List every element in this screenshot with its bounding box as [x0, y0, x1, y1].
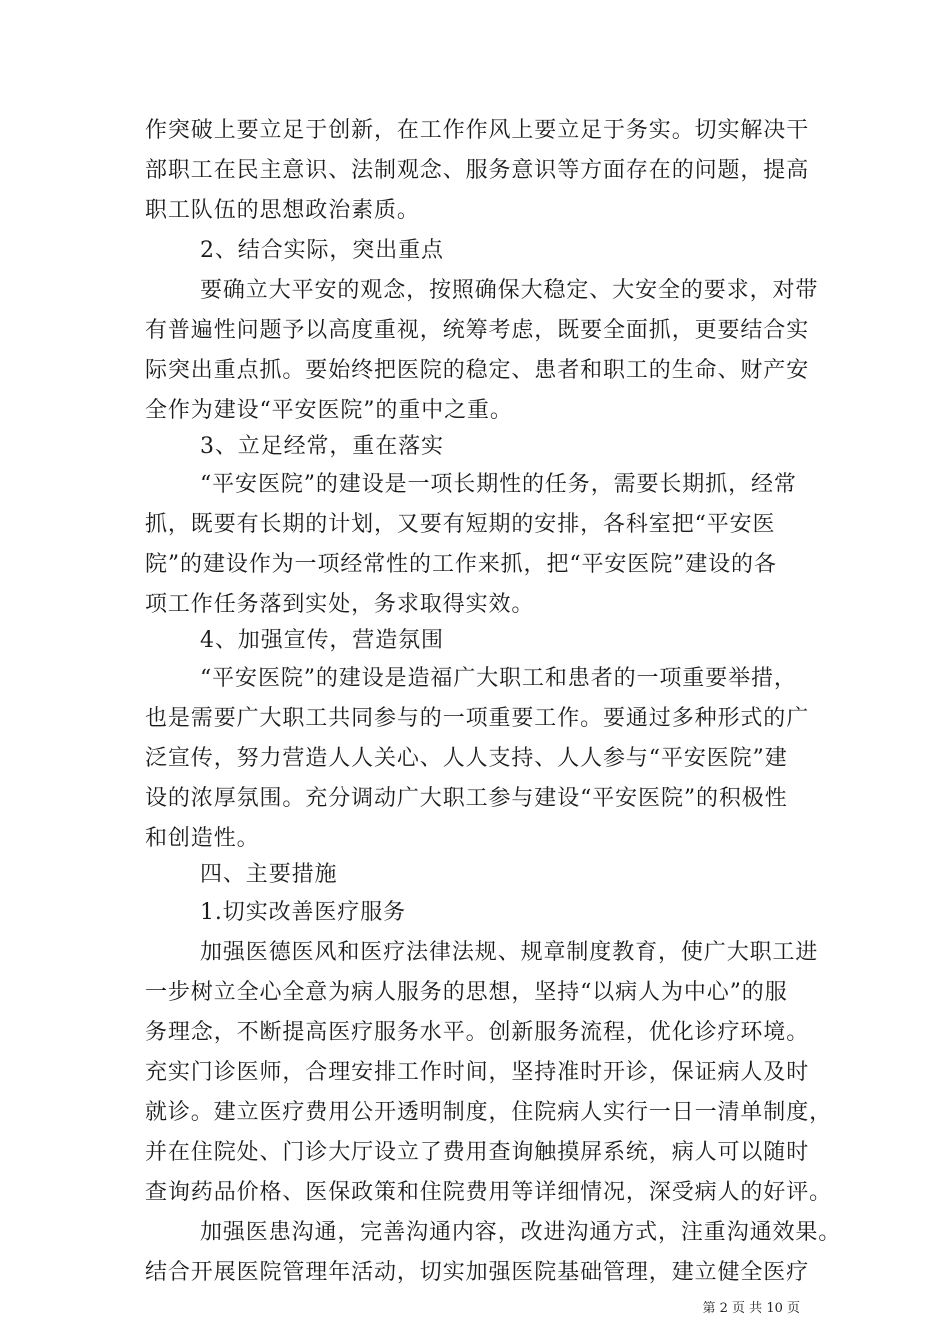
page-number-footer: 第 2 页 共 10 页 [702, 1301, 800, 1316]
body-text-line: 加强医德医风和医疗法律法规、规章制度教育，使广大职工进 [200, 940, 819, 965]
body-text-line: 院”的建设作为一项经常性的工作来抓，把“平安医院”建设的各 [145, 552, 777, 577]
body-text-line: 有普遍性问题予以高度重视，统筹考虑，既要全面抓，更要结合实 [145, 318, 810, 343]
body-text-line: 也是需要广大职工共同参与的一项重要工作。要通过多种形式的广 [145, 706, 810, 731]
body-text-line: 查询药品价格、医保政策和住院费用等详细情况，深受病人的好评。 [145, 1180, 833, 1205]
body-text-line: 职工队伍的思想政治素质。 [145, 198, 420, 223]
section-heading: 3、立足经常，重在落实 [200, 434, 444, 459]
section-heading: 4、加强宣传，营造氛围 [200, 628, 444, 653]
body-text-line: “平安医院”的建设是造福广大职工和患者的一项重要举措， [200, 666, 797, 691]
section-heading: 四、主要措施 [200, 862, 338, 887]
body-text-line: 充实门诊医师，合理安排工作时间，坚持准时开诊，保证病人及时 [145, 1060, 810, 1085]
body-text-line: 一步树立全心全意为病人服务的思想，坚持“以病人为中心”的服 [145, 980, 788, 1005]
body-text-line: 设的浓厚氛围。充分调动广大职工参与建设“平安医院”的积极性 [145, 786, 788, 811]
body-text-line: 部职工在民主意识、法制观念、服务意识等方面存在的问题，提高 [145, 158, 810, 183]
body-text-line: 际突出重点抓。要始终把医院的稳定、患者和职工的生命、财产安 [145, 358, 810, 383]
body-text-line: 结合开展医院管理年活动，切实加强医院基础管理，建立健全医疗 [145, 1260, 810, 1285]
body-text-line: “平安医院”的建设是一项长期性的任务，需要长期抓，经常 [200, 472, 797, 497]
body-text-line: 全作为建设“平安医院”的重中之重。 [145, 398, 513, 423]
body-text-line: 务理念，不断提高医疗服务水平。创新服务流程，优化诊疗环境。 [145, 1020, 810, 1045]
body-text-line: 就诊。建立医疗费用公开透明制度，住院病人实行一日一清单制度， [145, 1100, 833, 1125]
body-text-line: 和创造性。 [145, 826, 260, 851]
body-text-line: 作突破上要立足于创新，在工作作风上要立足于务实。切实解决干 [145, 118, 810, 143]
body-text-line: 项工作任务落到实处，务求取得实效。 [145, 592, 535, 617]
body-text-line: 加强医患沟通，完善沟通内容，改进沟通方式，注重沟通效果。 [200, 1220, 842, 1245]
section-heading: 2、结合实际，突出重点 [200, 238, 444, 263]
body-text-line: 要确立大平安的观念，按照确保大稳定、大安全的要求，对带 [200, 278, 819, 303]
body-text-line: 泛宣传，努力营造人人关心、人人支持、人人参与“平安医院”建 [145, 746, 788, 771]
body-text-line: 抓，既要有长期的计划，又要有短期的安排，各科室把“平安医 [145, 512, 776, 537]
subsection-heading: 1.切实改善医疗服务 [200, 900, 406, 925]
body-text-line: 并在住院处、门诊大厅设立了费用查询触摸屏系统，病人可以随时 [145, 1140, 810, 1165]
